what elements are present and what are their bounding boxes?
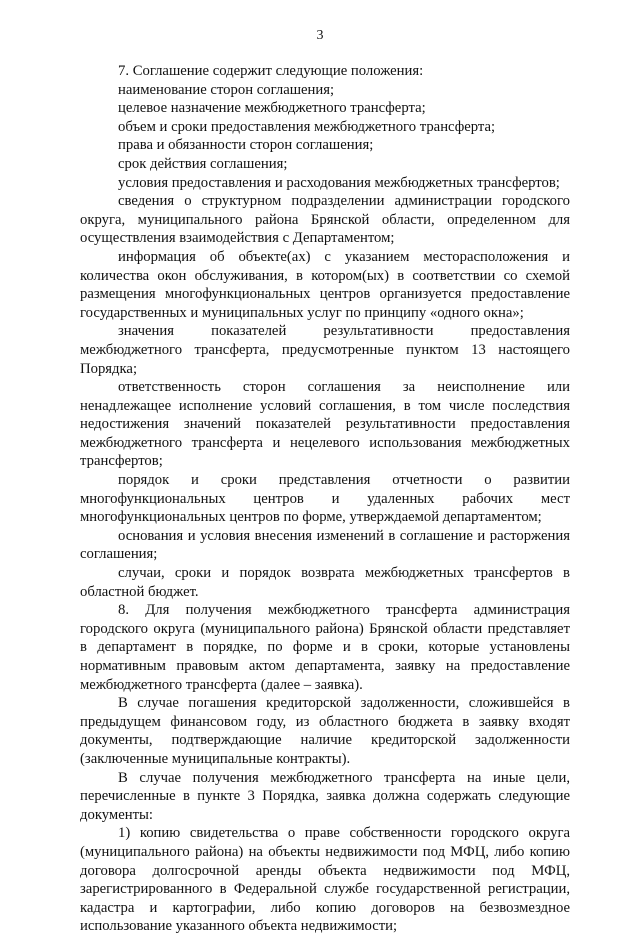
page-number: 3 [316,28,324,43]
paragraph: права и обязанности сторон соглашения; [118,137,374,154]
paragraph: срок действия соглашения; [118,155,288,172]
paragraph: порядок и сроки представления отчетности о развитии многофункциональных центров и удаленных рабочих мест многофункциональных центров по форме, утверждаемой департаментом; [80,472,570,526]
paragraph: В случае погашения кредиторской задолженности, сложившейся в предыдущем финансовом году, из областного бюджета в заявку входят документы, подтверждающие наличие кредиторской задолженности (заключенные муниципальные контракты). [80,695,570,767]
paragraph: основания и условия внесения изменений в соглашение и расторжения соглашения; [80,527,570,563]
paragraph: наименование сторон соглашения; [118,81,335,98]
paragraph: значения показателей результативности предоставления межбюджетного трансферта, предусмотренные пунктом 13 настоящего Порядка; [80,323,570,377]
paragraph: условия предоставления и расходования межбюджетных трансфертов; [118,174,560,191]
paragraph: 1) копию свидетельства о праве собственности городского округа (муниципального района) на объекты недвижимости под МФЦ, либо копию договора долгосрочной аренды объекта недвижимости под МФЦ, зарегистрированного в Федеральной службе государственной регистрации, кадастра и картографии, либо копию договоров на безвозмездное использование указанного объекта недвижимости; [80,825,570,935]
paragraph: 7. Соглашение содержит следующие положения: [118,63,424,79]
paragraph: объем и сроки предоставления межбюджетного трансферта; [118,118,496,135]
document-body [80,62,570,936]
paragraph: В случае получения межбюджетного трансферта на иные цели, перечисленные в пункте 3 Порядка, заявка должна содержать следующие документы: [80,769,570,823]
paragraph: информация об объекте(ах) с указанием месторасположения и количества окон обслуживания, в котором(ых) в соответствии со схемой размещения многофункциональных центров организуется предоставление государственных и муниципальных услуг по принципу «одного окна»; [80,248,570,321]
paragraph: ответственность сторон соглашения за неисполнение или ненадлежащее исполнение условий соглашения, в том числе последствия недостижения значений показателей результативности предоставления межбюджетного трансферта и нецелевого использования межбюджетных трансфертов; [80,379,570,470]
paragraph: сведения о структурном подразделении администрации городского округа, муниципального района Брянской области, определенном для осуществления взаимодействия с Департаментом; [80,193,570,247]
paragraph: целевое назначение межбюджетного трансферта; [118,100,426,117]
paragraph: 8. Для получения межбюджетного трансферта администрация городского округа (муниципального района) Брянской области представляет в департамент в порядке, по форме и в сроки, которые установлены нормативным правовым актом департамента, заявку на предоставление межбюджетного трансферта (далее – заявка). [80,602,570,693]
paragraph: случаи, сроки и порядок возврата межбюджетных трансфертов в областной бюджет. [80,565,570,600]
